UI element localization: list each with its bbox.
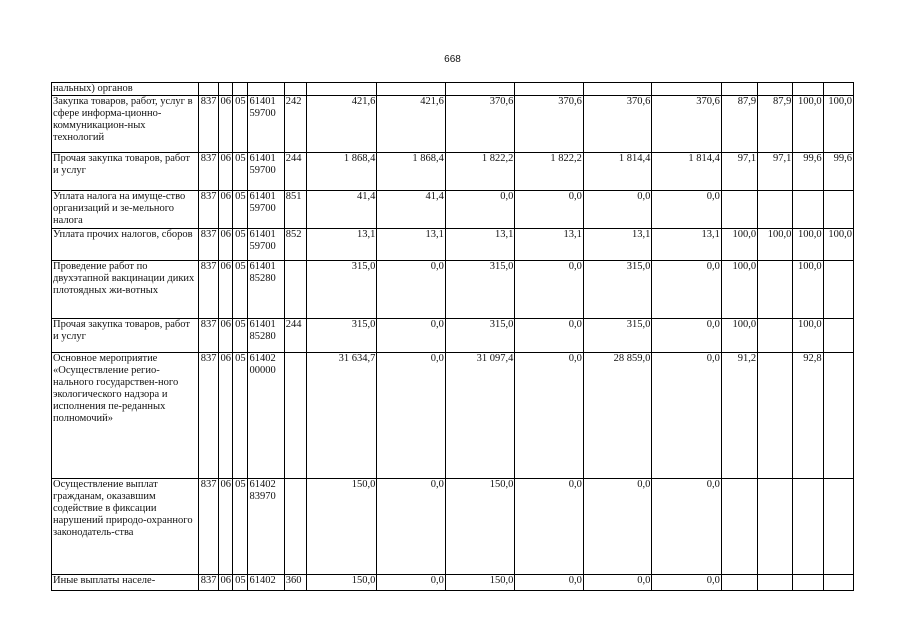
cell-v3: 13,1 bbox=[445, 229, 515, 261]
cell-v6 bbox=[652, 83, 722, 96]
cell-p3: 92,8 bbox=[793, 353, 823, 479]
cell-p2 bbox=[758, 191, 793, 229]
cell-vr: 244 bbox=[284, 319, 306, 353]
cell-vr bbox=[284, 261, 306, 319]
cell-v3: 370,6 bbox=[445, 96, 515, 153]
cell-vr: 242 bbox=[284, 96, 306, 153]
table-row bbox=[52, 153, 854, 191]
cell-p4 bbox=[823, 575, 853, 591]
cell-csr bbox=[248, 83, 284, 96]
cell-v3 bbox=[445, 83, 515, 96]
cell-p4 bbox=[823, 191, 853, 229]
cell-v6: 0,0 bbox=[652, 261, 722, 319]
table-row bbox=[52, 479, 854, 575]
cell-p1 bbox=[721, 191, 757, 229]
cell-p3: 100,0 bbox=[793, 229, 823, 261]
cell-v1: 315,0 bbox=[306, 261, 377, 319]
cell-name: Иные выплаты населе- bbox=[52, 575, 199, 591]
cell-p1: 91,2 bbox=[721, 353, 757, 479]
cell-p1 bbox=[721, 479, 757, 575]
cell-name: Осуществление выплат гражданам, оказавшим содействие в фиксации нарушений природо-охранного законодатель-ства bbox=[52, 479, 199, 575]
cell-v5: 28 859,0 bbox=[583, 353, 652, 479]
table-row bbox=[52, 261, 854, 319]
cell-p2: 100,0 bbox=[758, 229, 793, 261]
cell-csr: 61401 85280 bbox=[248, 261, 284, 319]
cell-name: Уплата прочих налогов, сборов bbox=[52, 229, 199, 261]
cell-csr: 61402 bbox=[248, 575, 284, 591]
cell-v3: 1 822,2 bbox=[445, 153, 515, 191]
table-row bbox=[52, 353, 854, 479]
cell-v5: 370,6 bbox=[583, 96, 652, 153]
cell-p1: 100,0 bbox=[721, 261, 757, 319]
table-row bbox=[52, 191, 854, 229]
cell-v6: 0,0 bbox=[652, 191, 722, 229]
cell-glava: 837 bbox=[199, 229, 219, 261]
cell-v2 bbox=[377, 83, 446, 96]
cell-csr: 61401 59700 bbox=[248, 191, 284, 229]
cell-v5 bbox=[583, 83, 652, 96]
cell-p4: 99,6 bbox=[823, 153, 853, 191]
cell-v5: 13,1 bbox=[583, 229, 652, 261]
cell-p3: 99,6 bbox=[793, 153, 823, 191]
cell-v2: 0,0 bbox=[377, 261, 446, 319]
cell-name: Прочая закупка товаров, работ и услуг bbox=[52, 319, 199, 353]
cell-v6: 370,6 bbox=[652, 96, 722, 153]
cell-vr: 360 bbox=[284, 575, 306, 591]
cell-pr: 05 bbox=[233, 229, 248, 261]
cell-v1: 31 634,7 bbox=[306, 353, 377, 479]
cell-p2 bbox=[758, 83, 793, 96]
cell-name: Уплата налога на имуще-ство организаций и зе-мельного налога bbox=[52, 191, 199, 229]
cell-p4 bbox=[823, 353, 853, 479]
cell-v3: 150,0 bbox=[445, 575, 515, 591]
cell-csr: 61401 59700 bbox=[248, 153, 284, 191]
cell-csr: 61401 85280 bbox=[248, 319, 284, 353]
cell-p4 bbox=[823, 261, 853, 319]
cell-glava: 837 bbox=[199, 575, 219, 591]
cell-pr: 05 bbox=[233, 353, 248, 479]
cell-v4 bbox=[515, 83, 584, 96]
cell-v2: 13,1 bbox=[377, 229, 446, 261]
budget-table bbox=[51, 82, 854, 591]
cell-pr: 05 bbox=[233, 191, 248, 229]
cell-csr: 61402 83970 bbox=[248, 479, 284, 575]
cell-v5: 315,0 bbox=[583, 261, 652, 319]
cell-v6: 0,0 bbox=[652, 479, 722, 575]
cell-v1 bbox=[306, 83, 377, 96]
cell-p4 bbox=[823, 319, 853, 353]
cell-v6: 1 814,4 bbox=[652, 153, 722, 191]
cell-v4: 0,0 bbox=[515, 353, 584, 479]
table-body bbox=[52, 83, 854, 591]
table-row bbox=[52, 575, 854, 591]
cell-p4: 100,0 bbox=[823, 96, 853, 153]
cell-rz: 06 bbox=[219, 319, 233, 353]
cell-p3 bbox=[793, 83, 823, 96]
cell-p3 bbox=[793, 575, 823, 591]
cell-v1: 13,1 bbox=[306, 229, 377, 261]
cell-v4: 0,0 bbox=[515, 479, 584, 575]
cell-glava: 837 bbox=[199, 261, 219, 319]
cell-rz bbox=[219, 83, 233, 96]
cell-v4: 0,0 bbox=[515, 319, 584, 353]
cell-csr: 61401 59700 bbox=[248, 229, 284, 261]
cell-name: Закупка товаров, работ, услуг в сфере информа-ционно-коммуникацион-ных технологий bbox=[52, 96, 199, 153]
cell-vr: 851 bbox=[284, 191, 306, 229]
cell-v3: 31 097,4 bbox=[445, 353, 515, 479]
cell-rz: 06 bbox=[219, 153, 233, 191]
cell-v1: 150,0 bbox=[306, 479, 377, 575]
cell-glava: 837 bbox=[199, 191, 219, 229]
cell-v6: 0,0 bbox=[652, 575, 722, 591]
cell-pr bbox=[233, 83, 248, 96]
cell-p1: 97,1 bbox=[721, 153, 757, 191]
cell-v2: 1 868,4 bbox=[377, 153, 446, 191]
cell-pr: 05 bbox=[233, 261, 248, 319]
cell-vr bbox=[284, 353, 306, 479]
cell-p3 bbox=[793, 479, 823, 575]
cell-v1: 41,4 bbox=[306, 191, 377, 229]
cell-pr: 05 bbox=[233, 479, 248, 575]
cell-pr: 05 bbox=[233, 319, 248, 353]
cell-v1: 421,6 bbox=[306, 96, 377, 153]
cell-v5: 0,0 bbox=[583, 191, 652, 229]
cell-rz: 06 bbox=[219, 353, 233, 479]
cell-v3: 150,0 bbox=[445, 479, 515, 575]
cell-p2 bbox=[758, 479, 793, 575]
cell-pr: 05 bbox=[233, 96, 248, 153]
cell-p2: 97,1 bbox=[758, 153, 793, 191]
cell-p3: 100,0 bbox=[793, 319, 823, 353]
table-row bbox=[52, 319, 854, 353]
cell-p4: 100,0 bbox=[823, 229, 853, 261]
cell-v5: 315,0 bbox=[583, 319, 652, 353]
cell-v4: 0,0 bbox=[515, 191, 584, 229]
cell-vr bbox=[284, 479, 306, 575]
cell-p2 bbox=[758, 319, 793, 353]
table-row bbox=[52, 229, 854, 261]
cell-glava: 837 bbox=[199, 153, 219, 191]
cell-p3 bbox=[793, 191, 823, 229]
cell-v2: 0,0 bbox=[377, 479, 446, 575]
cell-glava: 837 bbox=[199, 353, 219, 479]
cell-v2: 0,0 bbox=[377, 319, 446, 353]
cell-p1: 87,9 bbox=[721, 96, 757, 153]
page-number: 668 bbox=[444, 54, 461, 65]
cell-csr: 61401 59700 bbox=[248, 96, 284, 153]
cell-name: нальных) органов bbox=[52, 83, 199, 96]
cell-v3: 315,0 bbox=[445, 261, 515, 319]
cell-rz: 06 bbox=[219, 261, 233, 319]
cell-vr bbox=[284, 83, 306, 96]
cell-rz: 06 bbox=[219, 96, 233, 153]
cell-csr: 61402 00000 bbox=[248, 353, 284, 479]
cell-v4: 0,0 bbox=[515, 575, 584, 591]
cell-v2: 0,0 bbox=[377, 353, 446, 479]
cell-name: Основное мероприятие «Осуществление регио-нального государствен-ного экологического надзора и исполнения пе-реданных полномочий» bbox=[52, 353, 199, 479]
cell-p2 bbox=[758, 353, 793, 479]
cell-glava: 837 bbox=[199, 96, 219, 153]
cell-rz: 06 bbox=[219, 191, 233, 229]
cell-v2: 0,0 bbox=[377, 575, 446, 591]
cell-v4: 370,6 bbox=[515, 96, 584, 153]
cell-p1: 100,0 bbox=[721, 319, 757, 353]
cell-v5: 0,0 bbox=[583, 479, 652, 575]
cell-p1 bbox=[721, 83, 757, 96]
cell-v3: 0,0 bbox=[445, 191, 515, 229]
cell-p4 bbox=[823, 83, 853, 96]
cell-v2: 421,6 bbox=[377, 96, 446, 153]
cell-v1: 1 868,4 bbox=[306, 153, 377, 191]
cell-v6: 0,0 bbox=[652, 319, 722, 353]
cell-glava bbox=[199, 83, 219, 96]
cell-v6: 13,1 bbox=[652, 229, 722, 261]
cell-p2 bbox=[758, 261, 793, 319]
cell-pr: 05 bbox=[233, 575, 248, 591]
cell-name: Проведение работ по двухэтапной вакцинации диких плотоядных жи-вотных bbox=[52, 261, 199, 319]
cell-name: Прочая закупка товаров, работ и услуг bbox=[52, 153, 199, 191]
table-row bbox=[52, 96, 854, 153]
cell-v4: 0,0 bbox=[515, 261, 584, 319]
cell-pr: 05 bbox=[233, 153, 248, 191]
cell-glava: 837 bbox=[199, 479, 219, 575]
cell-v6: 0,0 bbox=[652, 353, 722, 479]
cell-rz: 06 bbox=[219, 229, 233, 261]
cell-v5: 0,0 bbox=[583, 575, 652, 591]
cell-rz: 06 bbox=[219, 479, 233, 575]
cell-vr: 852 bbox=[284, 229, 306, 261]
cell-rz: 06 bbox=[219, 575, 233, 591]
table-row bbox=[52, 83, 854, 96]
cell-v3: 315,0 bbox=[445, 319, 515, 353]
cell-v1: 150,0 bbox=[306, 575, 377, 591]
cell-p1: 100,0 bbox=[721, 229, 757, 261]
cell-p2: 87,9 bbox=[758, 96, 793, 153]
cell-v4: 1 822,2 bbox=[515, 153, 584, 191]
cell-v2: 41,4 bbox=[377, 191, 446, 229]
cell-v1: 315,0 bbox=[306, 319, 377, 353]
cell-glava: 837 bbox=[199, 319, 219, 353]
cell-v5: 1 814,4 bbox=[583, 153, 652, 191]
cell-p1 bbox=[721, 575, 757, 591]
cell-v4: 13,1 bbox=[515, 229, 584, 261]
cell-p2 bbox=[758, 575, 793, 591]
cell-p3: 100,0 bbox=[793, 96, 823, 153]
cell-vr: 244 bbox=[284, 153, 306, 191]
cell-p4 bbox=[823, 479, 853, 575]
cell-p3: 100,0 bbox=[793, 261, 823, 319]
